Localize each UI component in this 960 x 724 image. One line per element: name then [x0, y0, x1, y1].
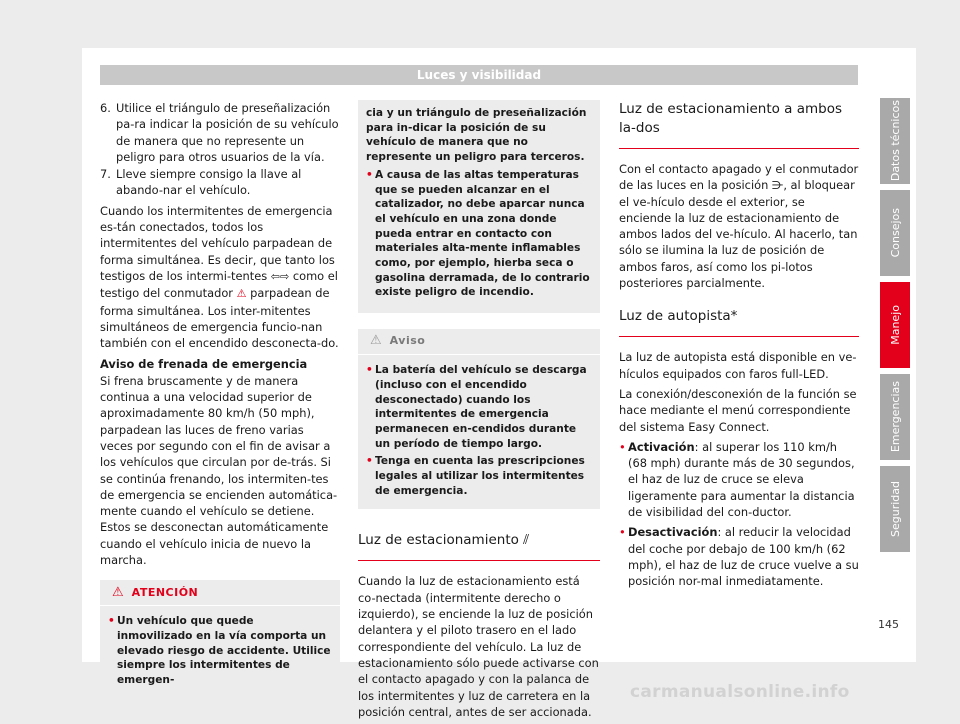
warning-bullet: • A causa de las altas temperaturas que se pueden alcanzar en el catalizador, no debe aparcar nunca el vehículo en una zona donde pueda entrar en contacto con materiales alta-mente inflamables como, por ejemplo, hierba seca o gasolina derramada, de lo contrario existe peligro de incendio.	[366, 168, 590, 299]
aviso-bullet: • La batería del vehículo se descarga (incluso con el encendido desconectado) cuando los intermitentes de emergencia permanecen en-cendidos durante un período de tiempo largo.	[366, 364, 587, 450]
list-item: • Desactivación: al reducir la velocidad del coche por debajo de 100 km/h (62 mph), el haz de luz de cruce vuelve a su posición nor-mal inmediatamente.	[619, 525, 859, 589]
list-item	[100, 100, 340, 165]
bullet-icon: •	[366, 168, 373, 181]
warning-header	[100, 580, 340, 606]
section-title: Luz de estacionamiento ⫽	[358, 531, 600, 561]
aviso-body	[358, 355, 600, 509]
chapter-tabs	[880, 98, 910, 558]
turn-signal-arrows-icon: ⇦⇨	[270, 269, 290, 283]
bullet-icon: •	[619, 525, 626, 540]
warning-label: ATENCIÓN	[131, 585, 199, 599]
warning-continuation: cia y un triángulo de preseñalización para in-dicar la posición de su vehículo de manera que no represente un peligro para terceros. • A causa de las altas temperaturas que se pueden alcanzar en el catalizador, no debe aparcar nunca el vehículo en una zona donde pueda entrar en contacto con materiales alta-mente inflamables como, por ejemplo, hierba seca o gasolina derramada, de lo contrario existe peligro de incendio.	[358, 100, 600, 313]
warning-box	[100, 580, 340, 699]
item-text: Lleve siempre consigo la llave al abando-nar el vehículo.	[116, 167, 302, 198]
column-2	[358, 100, 600, 724]
item-text: Utilice el triángulo de preseñalización pa-ra indicar la posición de su vehículo de manera que no represente un peligro para otros usuarios de la vía.	[116, 101, 339, 164]
parking-light-icon: ⫽	[523, 532, 530, 549]
aviso-box	[358, 329, 600, 509]
position-light-icon: ⋺	[771, 178, 784, 193]
aviso-header	[358, 329, 600, 355]
bullet-icon: •	[619, 439, 626, 454]
bullet-icon: •	[108, 615, 115, 628]
info-triangle-icon: ⚠	[370, 333, 382, 349]
tab-consejos[interactable]: Consejos	[880, 190, 910, 276]
paragraph: La luz de autopista está disponible en ve-hículos equipados con faros full-LED.	[619, 350, 857, 381]
page-header: Luces y visibilidad	[100, 65, 858, 85]
subheading: Aviso de frenada de emergencia	[100, 357, 308, 372]
bullet-icon: •	[366, 455, 373, 468]
watermark: carmanualsonline.info	[630, 682, 850, 702]
warning-bullet: • Un vehículo que quede inmovilizado en la vía comporta un elevado riesgo de accidente. Utilice siempre los intermitentes de emergen-	[108, 615, 331, 687]
paragraph: La conexión/desconexión de la función se hace mediante el menú correspondiente del sistema Easy Connect.	[619, 386, 857, 434]
item-number: 6.	[100, 101, 111, 115]
aviso-label: Aviso	[389, 334, 426, 348]
warning-triangle-icon: ⚠	[112, 584, 124, 600]
hazard-triangle-icon: ⚠	[236, 287, 247, 301]
emergency-brake-paragraph: Si frena bruscamente y de manera continua a una velocidad superior de aproximadamente 80 km/h (50 mph), parpadean las luces de freno varias veces por segundo con el fin de avisar a los vehículos que circulan por de-trás. Si se continúa frenando, los intermiten-tes de emergencia se encienden automática-mente cuando el vehículo se detiene. Estos se desconectan automáticamente cuando el vehículo inicia de nuevo la marcha.	[100, 373, 338, 568]
tab-seguridad[interactable]: Seguridad	[880, 466, 910, 552]
hazard-paragraph: Cuando los intermitentes de emergencia es-tán conectados, todos los intermitentes del vehículo parpadean de forma simultánea. Es decir, que tanto los testigos de los intermi-tentes ⇦⇨ como el testigo del conmutador ⚠ parpadean de forma simultánea. Los inter-mitentes simultáneos de emergencia funcio-nan también con el encendido desconecta-do.	[100, 203, 339, 351]
section-title: Luz de estacionamiento a ambos la-dos	[619, 100, 859, 149]
section-title: Luz de autopista*	[619, 307, 859, 337]
list-item: • Activación: al superar los 110 km/h (68 mph) durante más de 30 segundos, el haz de luz de cruce se eleva ligeramente para aumentar la distancia de visibilidad del con-ductor.	[619, 439, 855, 520]
list-item	[100, 166, 340, 199]
tab-manejo[interactable]: Manejo	[880, 282, 910, 368]
column-1	[100, 100, 340, 699]
aviso-bullet: • Tenga en cuenta las prescripciones legales al utilizar los intermitentes de emergencia.	[366, 455, 585, 497]
bullet-icon: •	[366, 364, 373, 377]
item-number: 7.	[100, 167, 111, 182]
page-number: 145	[878, 618, 899, 631]
column-3	[619, 100, 859, 594]
warning-body	[100, 606, 340, 699]
tab-datos-tecnicos[interactable]: Datos técnicos	[880, 98, 910, 184]
tab-emergencias[interactable]: Emergencias	[880, 374, 910, 460]
section-body: Con el contacto apagado y el conmutador de las luces en la posición ⋺, al bloquear el ve-hículo desde el exterior, se enciende la luz de estacionamiento de ambos lados del ve-hículo. Al hacerlo, tan sólo se ilumina la luz de posición de ambos faros, así como los pi-lotos posteriores parcialmente.	[619, 162, 859, 291]
section-body: Cuando la luz de estacionamiento está co-nectada (intermitente derecho o izquierdo), se enciende la luz de posición delantera y el piloto trasero en el lado correspondiente del vehículo. La luz de estacionamiento sólo puede activarse con el contacto apagado y con la palanca de los intermitentes y luz de carretera en la posición central, antes de ser accionada.	[358, 574, 599, 719]
